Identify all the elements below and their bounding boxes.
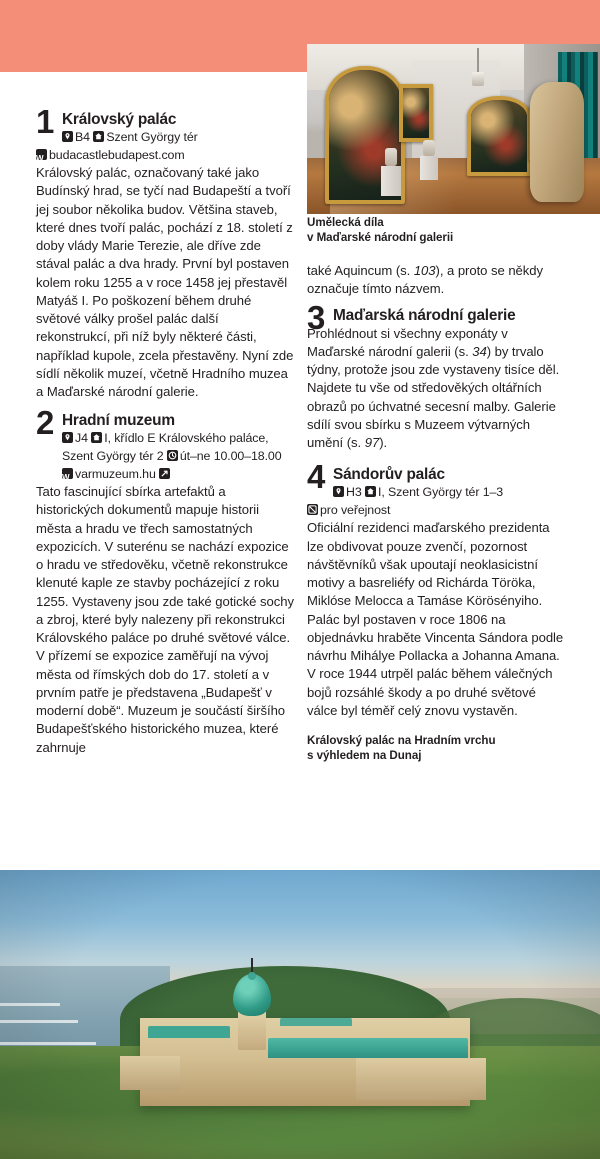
caption-line-2: s výhledem na Dunaj [307, 749, 422, 763]
entry-body-lead: Prohlédnout si všechny exponáty v Maďarské národní galerii (s. [307, 325, 508, 359]
entry-body [307, 325, 565, 453]
entry-meta [333, 484, 565, 502]
photo-plinth-center [420, 156, 438, 180]
entry-meta-hours: út–ne 10.00–18.00 [179, 449, 282, 464]
house-icon [365, 486, 376, 497]
entry-meta-closed-row [307, 502, 565, 520]
entry-meta-closed: pro veřejnost [320, 502, 391, 517]
gallery-photo-caption [307, 215, 565, 245]
royal-palace-panorama-photo [0, 870, 600, 1159]
entry-meta-address: I, Szent György tér 1–3 [377, 485, 504, 500]
right-text-column [307, 215, 565, 780]
entry-title: Královský palác [62, 111, 177, 128]
photo-track-lamp [477, 48, 479, 74]
entry-number: 3 [307, 298, 325, 336]
photo-stone-statue [530, 82, 584, 202]
entry-1 [36, 103, 294, 401]
entry-meta-address: I, křídlo E Královského paláce, Szent György tér 2 [62, 431, 269, 464]
entry-meta-address: Szent György tér [106, 130, 198, 144]
entry-meta-grid: B4 [75, 130, 90, 144]
map-pin-icon [62, 131, 73, 142]
entry-meta-grid: H3 [346, 485, 362, 500]
web-icon: W [62, 468, 73, 479]
entry-2-continuation [307, 262, 565, 299]
panorama-photo-caption [307, 733, 565, 763]
caption-line-1: Královský palác na Hradním vrchu [307, 734, 496, 748]
caption-line-1: Umělecká díla [307, 216, 384, 229]
entry-2 [36, 404, 294, 757]
page-reference: 34 [472, 343, 487, 359]
entry-title: Maďarská národní galerie [333, 306, 516, 324]
continuation-tail: ), a proto se někdy označuje tímto názvem. [307, 263, 544, 297]
entry-body: Tato fascinující sbírka artefaktů a historických dokumentů mapuje historii města a hradu ve třech samostatných expozicích. V suterénu se nachází expozice o hradu ve středověku, včetně rekonstrukce klenuté kaple ze stavby pocházející z roku 1255. Vystaveny jsou zde také gotické sochy a zbroj, které byly nalezeny při rekonstrukci Královského paláce po druhé světové válce. V přízemí se expozice zaměřují na vývoj města od římských dob do 17. století a v prvním patře je představena „Budapešť v moderní době“. Muzeum je součástí širšího Budapešťského historického muzea, které zahrnuje [36, 484, 294, 755]
entry-meta-web[interactable]: varmuzeum.hu [75, 466, 156, 481]
clock-closed-icon [307, 504, 318, 515]
clock-icon [167, 450, 178, 461]
photo-sculpture-left [385, 148, 397, 166]
map-pin-icon [62, 432, 73, 443]
entry-number: 4 [307, 458, 325, 496]
entry-number: 2 [36, 404, 54, 442]
entry-body: Oficiální rezidenci maďarského prezidenta lze obdivovat pouze zvenčí, pozornost návštěvníků však upoutají neoklasicistní motivy a basreliéfy od Richárda Töröka, Miklóse Melocca a Tamáse Körösényiho. Palác byl postaven v roce 1806 na objednávku hraběte Vincenta Sándora podle návrhu Mihálye Pollacka a Johanna Amana. V roce 1944 utrpěl palác během válečných bojů rozsáhlé škody a po druhé světové válce byl téměř celý znovu vystavěn. [307, 520, 564, 718]
entry-meta-web[interactable]: budacastlebudapest.com [49, 147, 185, 162]
continuation-lead: také Aquincum (s. [307, 263, 414, 278]
page-reference: 103 [413, 263, 436, 278]
entry-meta-web-row [36, 147, 294, 165]
entry-meta-grid: J4 [75, 431, 88, 446]
gallery-interior-photo [307, 44, 600, 214]
left-text-column [36, 103, 294, 763]
pano-vignette [0, 870, 600, 1159]
house-icon [93, 131, 104, 142]
entry-title: Sándorův palác [333, 466, 445, 484]
caption-line-2: v Maďarské národní galerii [307, 231, 454, 244]
map-pin-icon [333, 486, 344, 497]
photo-painting-small-left [399, 84, 433, 142]
photo-sculpture-center [423, 140, 435, 156]
entry-body: Královský palác, označovaný také jako Budínský hrad, se tyčí nad Budapeští a tvoří jej soubor několika budov. Většina staveb, které dnes tvoří palác, pochází z 18. století z doby vlády Marie Terezie, ale dříve zde stával palác a dva hrady. První byl postaven kolem roku 1255 a v roce 1458 jej přestavěl Matyáš I. Po poškození během druhé světové války prošel palác další rekonstrukcí, při níž byly některé části, například kupole, zcela přestavěny. Nyní zde sídlí několik muzeí, včetně Hradního muzea a Maďarské národní galerie. [36, 165, 294, 400]
house-icon [91, 432, 102, 443]
entry-body-mid: ) by trvalo týdny, protože jsou zde vystaveny tisíce děl. Najdete tu vše od středověkých oltářních obrazů po úchvatné secesní malby. Galerie sdílí svou sbírku s Muzeem výtvarných umění (s. [307, 343, 560, 450]
entry-meta [62, 129, 294, 147]
entry-4 [307, 458, 565, 720]
photo-painting-center [467, 96, 531, 176]
page-reference: 97 [364, 435, 380, 450]
entry-meta [62, 430, 294, 483]
entry-body-tail: ). [379, 435, 388, 450]
link-icon[interactable] [159, 468, 170, 479]
entry-3 [307, 298, 565, 453]
photo-plinth-left [381, 166, 401, 196]
web-icon: W [36, 149, 47, 160]
entry-title: Hradní muzeum [62, 412, 175, 430]
entry-number: 1 [36, 103, 54, 140]
